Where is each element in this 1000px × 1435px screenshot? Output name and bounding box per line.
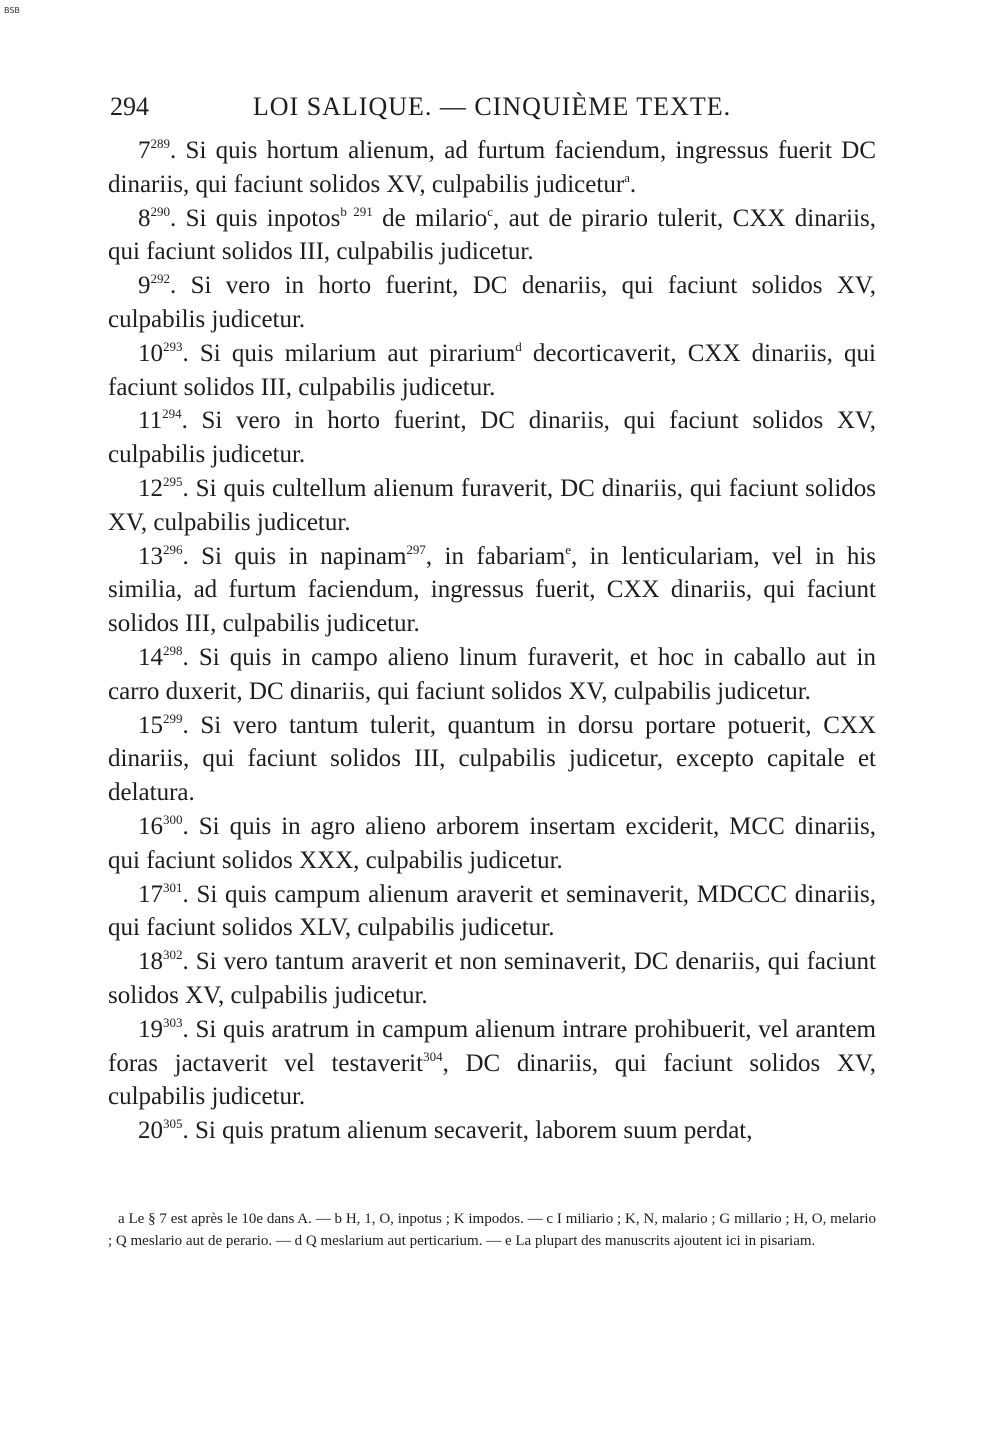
article-paragraph xyxy=(108,1114,876,1148)
article-text: , DC dinariis, qui faciunt solidos XV, culpabilis judicetur. xyxy=(108,1049,876,1111)
article-paragraph xyxy=(108,202,876,270)
article-text: . Si quis hortum alienum, ad furtum faciendum, ingressus fuerit DC dinariis, qui faciunt solidos XV, culpabilis judicetur xyxy=(108,137,876,198)
article-text: . Si quis aratrum in campum alienum intrare prohibuerit, vel arantem foras jactaverit vel testaverit xyxy=(108,1015,876,1077)
article-text: . Si vero in horto fuerint, DC dinariis, qui faciunt solidos XV, culpabilis judicetur. xyxy=(108,407,876,469)
article-paragraph xyxy=(108,269,876,337)
article-text: . Si vero tantum araverit et non seminaverit, DC denariis, qui faciunt solidos XV, culpabilis judicetur. xyxy=(108,948,876,1009)
reference-number: 293 xyxy=(163,338,183,354)
article-text: . Si quis campum alienum araverit et seminaverit, MDCCC dinariis, qui faciunt solidos XLV, culpabilis judicetur. xyxy=(108,880,876,942)
reference-number: 299 xyxy=(163,710,183,726)
article-number: 11 xyxy=(138,407,163,435)
article-number: 14 xyxy=(138,643,163,671)
article-text: . Si quis pratum alienum secaverit, laborem suum perdat, xyxy=(182,1117,753,1145)
article-text: , in fabariam xyxy=(425,542,566,570)
page-number: 294 xyxy=(110,92,149,121)
note-marker: c xyxy=(487,203,493,219)
article-paragraph xyxy=(108,810,876,878)
article-text: decorticaverit, CXX dinariis, qui faciunt solidos III, culpabilis judicetur. xyxy=(108,339,876,401)
reference-number: 302 xyxy=(163,947,183,963)
footnote-text: a Le § 7 est après le 10e dans A. — b H, 1, O, inpotus ; K impodos. — c I miliario ; K, N, malario ; G millario ; H, O, melario ; Q meslario aut de perario. — d Q meslarium aut perticarium. — e La plupart des manuscrits ajoutent ici in pisariam. xyxy=(108,1211,876,1249)
article-number: 15 xyxy=(138,711,163,739)
footnotes xyxy=(108,1208,876,1252)
reference-number: 290 xyxy=(150,203,170,219)
article-text: . Si vero tantum tulerit, quantum in dorsu portare potuerit, CXX dinariis, qui faciunt solidos III, culpabilis judicetur, excepto capitale et delatura. xyxy=(108,711,876,807)
note-marker: b 291 xyxy=(340,203,373,219)
reference-number: 301 xyxy=(163,879,183,895)
library-stamp: BSB xyxy=(4,6,20,15)
article-paragraph xyxy=(108,404,876,472)
article-text: . Si quis in campo alieno linum furaverit, et hoc in caballo aut in carro duxerit, DC dinariis, qui faciunt solidos XV, culpabilis judicetur. xyxy=(108,643,876,705)
article-paragraph xyxy=(108,337,876,405)
article-number: 10 xyxy=(138,339,163,367)
reference-number: 305 xyxy=(163,1116,183,1132)
article-paragraph xyxy=(108,641,876,709)
note-marker: 304 xyxy=(423,1048,443,1064)
article-text: de milario xyxy=(372,204,488,232)
note-marker: 297 xyxy=(406,541,426,557)
article-text: , aut de pirario tulerit, CXX dinariis, qui faciunt solidos III, culpabilis judicetur. xyxy=(108,204,876,266)
article-number: 8 xyxy=(138,204,151,232)
article-number: 20 xyxy=(138,1117,163,1145)
article-number: 9 xyxy=(138,272,151,300)
reference-number: 295 xyxy=(163,473,183,489)
article-paragraph xyxy=(108,878,876,946)
article-number: 19 xyxy=(138,1015,163,1043)
article-paragraph xyxy=(108,540,876,641)
reference-number: 289 xyxy=(150,136,170,151)
article-number: 12 xyxy=(138,474,163,502)
note-marker: a xyxy=(624,169,630,185)
article-paragraph xyxy=(108,1013,876,1114)
note-marker: d xyxy=(515,338,522,354)
article-paragraph xyxy=(108,945,876,1013)
article-number: 7 xyxy=(138,137,151,164)
article-text: . xyxy=(629,170,637,198)
main-text xyxy=(108,134,876,1148)
article-number: 13 xyxy=(138,542,163,570)
article-paragraph xyxy=(108,472,876,540)
reference-number: 296 xyxy=(163,541,183,557)
article-text: . Si quis cultellum alienum furaverit, DC dinariis, qui faciunt solidos XV, culpabilis judicetur. xyxy=(108,474,876,536)
running-title: LOI SALIQUE. — CINQUIÈME TEXTE. xyxy=(252,92,732,121)
page-header xyxy=(108,92,876,126)
article-text: . Si vero in horto fuerint, DC denariis, qui faciunt solidos XV, culpabilis judicetur. xyxy=(108,272,876,333)
article-paragraph xyxy=(108,134,876,202)
article-paragraph xyxy=(108,709,876,810)
reference-number: 303 xyxy=(163,1014,183,1030)
article-text: . Si quis in agro alieno arborem insertam exciderit, MCC dinariis, qui faciunt solidos XXX, culpabilis judicetur. xyxy=(108,812,876,874)
reference-number: 298 xyxy=(163,642,183,658)
article-text: . Si quis milarium aut pirarium xyxy=(182,339,516,367)
article-text: . Si quis inpotos xyxy=(170,204,341,232)
article-text: . Si quis in napinam xyxy=(182,542,407,570)
reference-number: 292 xyxy=(150,271,170,287)
note-marker: e xyxy=(565,541,572,557)
article-text: , in lenticulariam, vel in his similia, ad furtum faciendum, ingressus fuerit, CXX dinariis, qui faciunt solidos III, culpabilis judicetur. xyxy=(108,542,876,638)
article-number: 18 xyxy=(138,948,163,976)
article-number: 16 xyxy=(138,812,163,840)
article-number: 17 xyxy=(138,880,163,908)
reference-number: 300 xyxy=(163,811,183,827)
reference-number: 294 xyxy=(162,406,182,422)
